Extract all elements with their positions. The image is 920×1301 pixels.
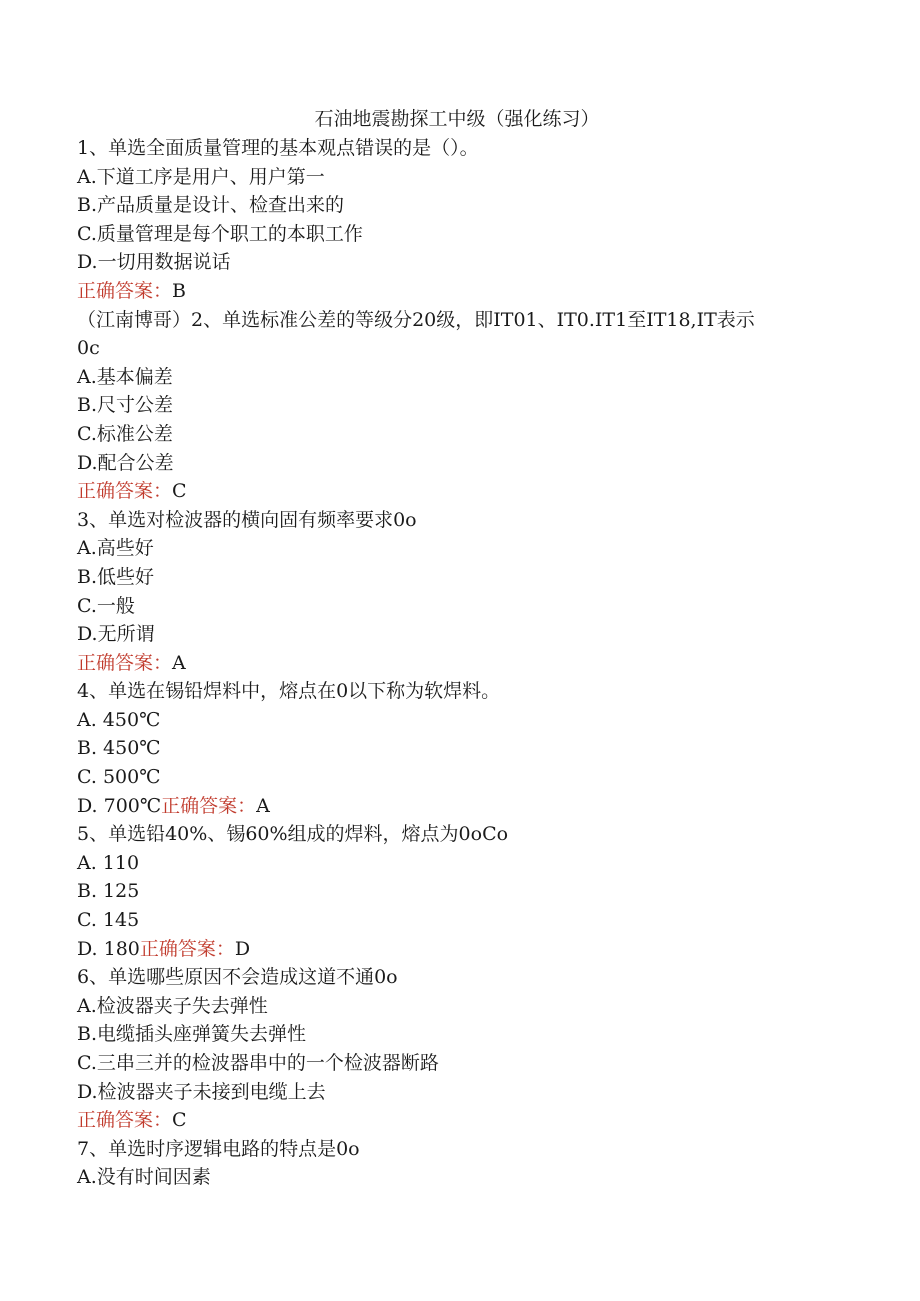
question-1-option-d: D.一切用数据说话 (77, 251, 231, 274)
question-1-answer (77, 277, 837, 306)
question-3-option-d: D.无所谓 (77, 623, 155, 646)
answer-label: 正确答案： (161, 794, 257, 817)
question-2-option-a: A.基本偏差 (77, 365, 173, 388)
answer-value: A (256, 794, 270, 817)
answer-label: 正确答案： (139, 937, 235, 960)
question-3-stem: 3、单选对检波器的横向固有频率要求0o (77, 508, 417, 531)
question-4-option-c: C. 500℃ (77, 766, 161, 789)
question-2-stem: （江南博哥）2、单选标准公差的等级分20级，即IT01、IT0.IT1至IT18,IT表示 (77, 308, 755, 331)
question-5-option-a: A. 110 (77, 851, 140, 874)
question-6-answer (77, 1106, 837, 1135)
question-6-option-b: B.电缆插头座弹簧失去弹性 (77, 1023, 307, 1046)
question-5-option-d (77, 935, 837, 964)
question-6-option-a: A.检波器夹子失去弹性 (77, 994, 268, 1017)
question-2-option-d: D.配合公差 (77, 451, 174, 474)
question-3-option-b: B.低些好 (77, 565, 155, 588)
question-2-stem-continued: 0c (77, 337, 100, 360)
answer-value: C (172, 1109, 187, 1132)
question-2-option-c: C.标准公差 (77, 422, 173, 445)
question-1-option-b: B.产品质量是设计、检查出来的 (77, 194, 345, 217)
question-4-option-b: B. 450℃ (77, 737, 161, 760)
document-title: 石油地震勘探工中级（强化练习） (314, 108, 600, 130)
question-7-option-a: A.没有时间因素 (77, 1166, 211, 1189)
option-text: D. 700℃ (77, 794, 162, 817)
question-4-answer (161, 795, 270, 817)
answer-label: 正确答案： (77, 651, 173, 674)
question-2-option-b: B.尺寸公差 (77, 394, 174, 417)
question-1-stem: 1、单选全面质量管理的基本观点错误的是（）。 (77, 137, 479, 159)
question-5-option-c: C. 145 (77, 909, 140, 932)
question-6-stem: 6、单选哪些原因不会造成这道不通0o (77, 966, 398, 989)
question-5-answer (140, 938, 250, 960)
question-7-stem: 7、单选时序逻辑电路的特点是0o (77, 1137, 360, 1160)
answer-label: 正确答案： (77, 480, 173, 503)
question-6-option-d: D.检波器夹子未接到电缆上去 (77, 1080, 326, 1103)
question-3-option-a: A.高些好 (77, 537, 154, 560)
question-1-option-a: A.下道工序是用户、用户第一 (77, 165, 325, 188)
question-5-option-b: B. 125 (77, 880, 140, 903)
answer-value: B (172, 279, 186, 302)
question-6-option-c: C.三串三并的检波器串中的一个检波器断路 (77, 1052, 439, 1074)
answer-label: 正确答案： (77, 1109, 173, 1132)
answer-label: 正确答案： (77, 279, 173, 302)
question-4-option-d (77, 792, 837, 821)
document-page (77, 104, 837, 1192)
question-4-stem: 4、单选在锡铅焊料中，熔点在0以下称为软焊料。 (77, 680, 501, 703)
question-1-option-c: C.质量管理是每个职工的本职工作 (77, 222, 363, 245)
answer-value: D (234, 937, 251, 960)
question-3-answer (77, 649, 837, 678)
question-3-option-c: C.一般 (77, 594, 135, 617)
answer-value: A (172, 651, 186, 674)
answer-value: C (172, 480, 187, 503)
question-2-answer (77, 477, 837, 506)
option-text: D. 180 (77, 937, 140, 960)
question-5-stem: 5、单选铅40%、锡60%组成的焊料，熔点为0oCo (77, 823, 509, 846)
question-4-option-a: A. 450℃ (77, 708, 161, 731)
